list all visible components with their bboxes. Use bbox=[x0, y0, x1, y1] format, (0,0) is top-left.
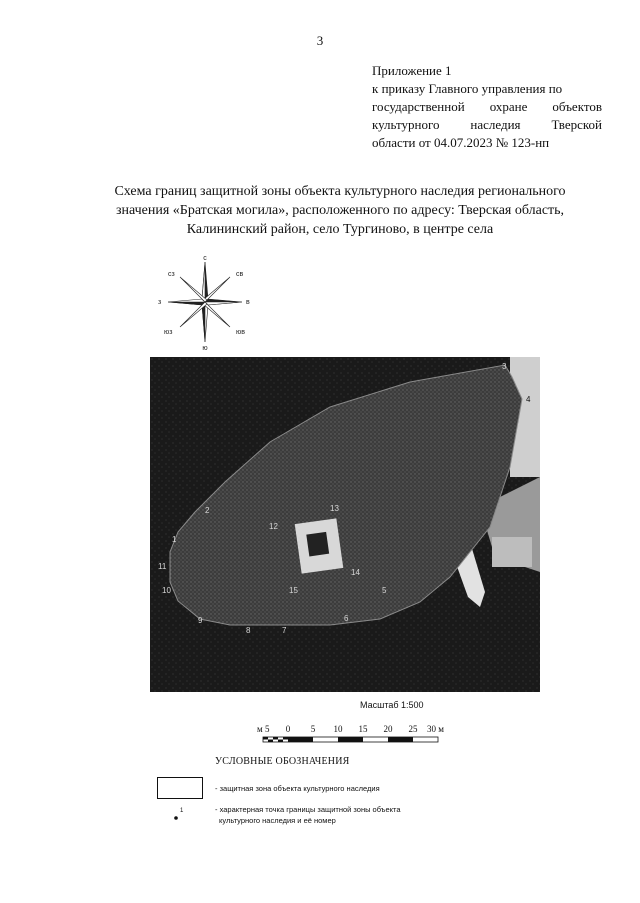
scale-title: Масштаб 1:500 bbox=[360, 700, 424, 710]
scale-tick: 15 bbox=[358, 724, 368, 734]
boundary-point-label: 15 bbox=[289, 586, 298, 595]
appendix-line: культурного наследия Тверской bbox=[372, 117, 602, 132]
boundary-point-label: 1 bbox=[172, 535, 177, 544]
compass-southeast: юв bbox=[236, 329, 245, 336]
scale-tick: 25 bbox=[408, 724, 418, 734]
title-line: значения «Братская могила», расположенного по адресу: Тверская область, bbox=[115, 203, 565, 218]
boundary-point-label: 7 bbox=[282, 626, 287, 635]
page-number: 3 bbox=[316, 33, 324, 48]
scale-tick: 0 bbox=[285, 724, 291, 734]
boundary-point-label: 3 bbox=[502, 362, 507, 371]
title-line: Калининский район, село Тургиново, в центре села bbox=[186, 222, 494, 237]
legend-zone-label: - защитная зона объекта культурного наследия bbox=[215, 784, 380, 793]
legend-zone-symbol bbox=[157, 777, 203, 799]
appendix-line: Приложение 1 bbox=[372, 63, 452, 78]
boundary-point-label: 13 bbox=[330, 504, 339, 513]
appendix-block bbox=[372, 62, 602, 152]
boundary-point-label: 12 bbox=[269, 522, 278, 531]
boundary-point-label: 6 bbox=[344, 614, 349, 623]
appendix-line: к приказу Главного управления по bbox=[372, 81, 563, 96]
compass-rose-icon bbox=[150, 252, 260, 352]
compass-southwest: юз bbox=[164, 329, 173, 336]
compass-northwest: сз bbox=[168, 271, 175, 278]
scale-unit-left: м 5 bbox=[257, 724, 270, 734]
scale-tick: 20 bbox=[383, 724, 393, 734]
boundary-point-label: 11 bbox=[158, 562, 167, 571]
scale-bar bbox=[255, 718, 455, 748]
monument-object bbox=[306, 532, 329, 557]
boundary-point-label: 2 bbox=[205, 506, 210, 515]
boundary-point-label: 5 bbox=[382, 586, 387, 595]
legend-point-line: культурного наследия и её номер bbox=[219, 816, 336, 825]
scale-tick: 10 bbox=[333, 724, 343, 734]
compass-south: ю bbox=[202, 345, 208, 352]
legend-point-line: - характерная точка границы защитной зоны объекта bbox=[215, 805, 401, 814]
compass-north: с bbox=[203, 255, 207, 262]
document-title bbox=[80, 182, 600, 239]
legend-point-number: 1 bbox=[180, 808, 184, 814]
appendix-line: государственной охране объектов bbox=[372, 99, 602, 114]
appendix-line: области от 04.07.2023 № 123-нп bbox=[372, 135, 550, 150]
boundary-point-label: 4 bbox=[526, 395, 531, 404]
title-line: Схема границ защитной зоны объекта культурного наследия регионального bbox=[114, 184, 566, 199]
aerial-map bbox=[150, 357, 540, 692]
boundary-point-label: 14 bbox=[351, 568, 360, 577]
legend-title: УСЛОВНЫЕ ОБОЗНАЧЕНИЯ bbox=[215, 756, 350, 767]
map-building-right bbox=[492, 537, 532, 567]
compass-east: в bbox=[246, 299, 250, 306]
legend-point-symbol bbox=[170, 806, 190, 822]
boundary-point-label: 8 bbox=[246, 626, 251, 635]
legend-point-label bbox=[215, 804, 401, 826]
compass-west: з bbox=[158, 299, 162, 306]
scale-tick: 30 м bbox=[427, 724, 444, 734]
compass-northeast: св bbox=[236, 271, 244, 278]
scale-tick: 5 bbox=[310, 724, 316, 734]
boundary-point-label: 10 bbox=[162, 586, 171, 595]
boundary-point-label: 9 bbox=[198, 616, 203, 625]
